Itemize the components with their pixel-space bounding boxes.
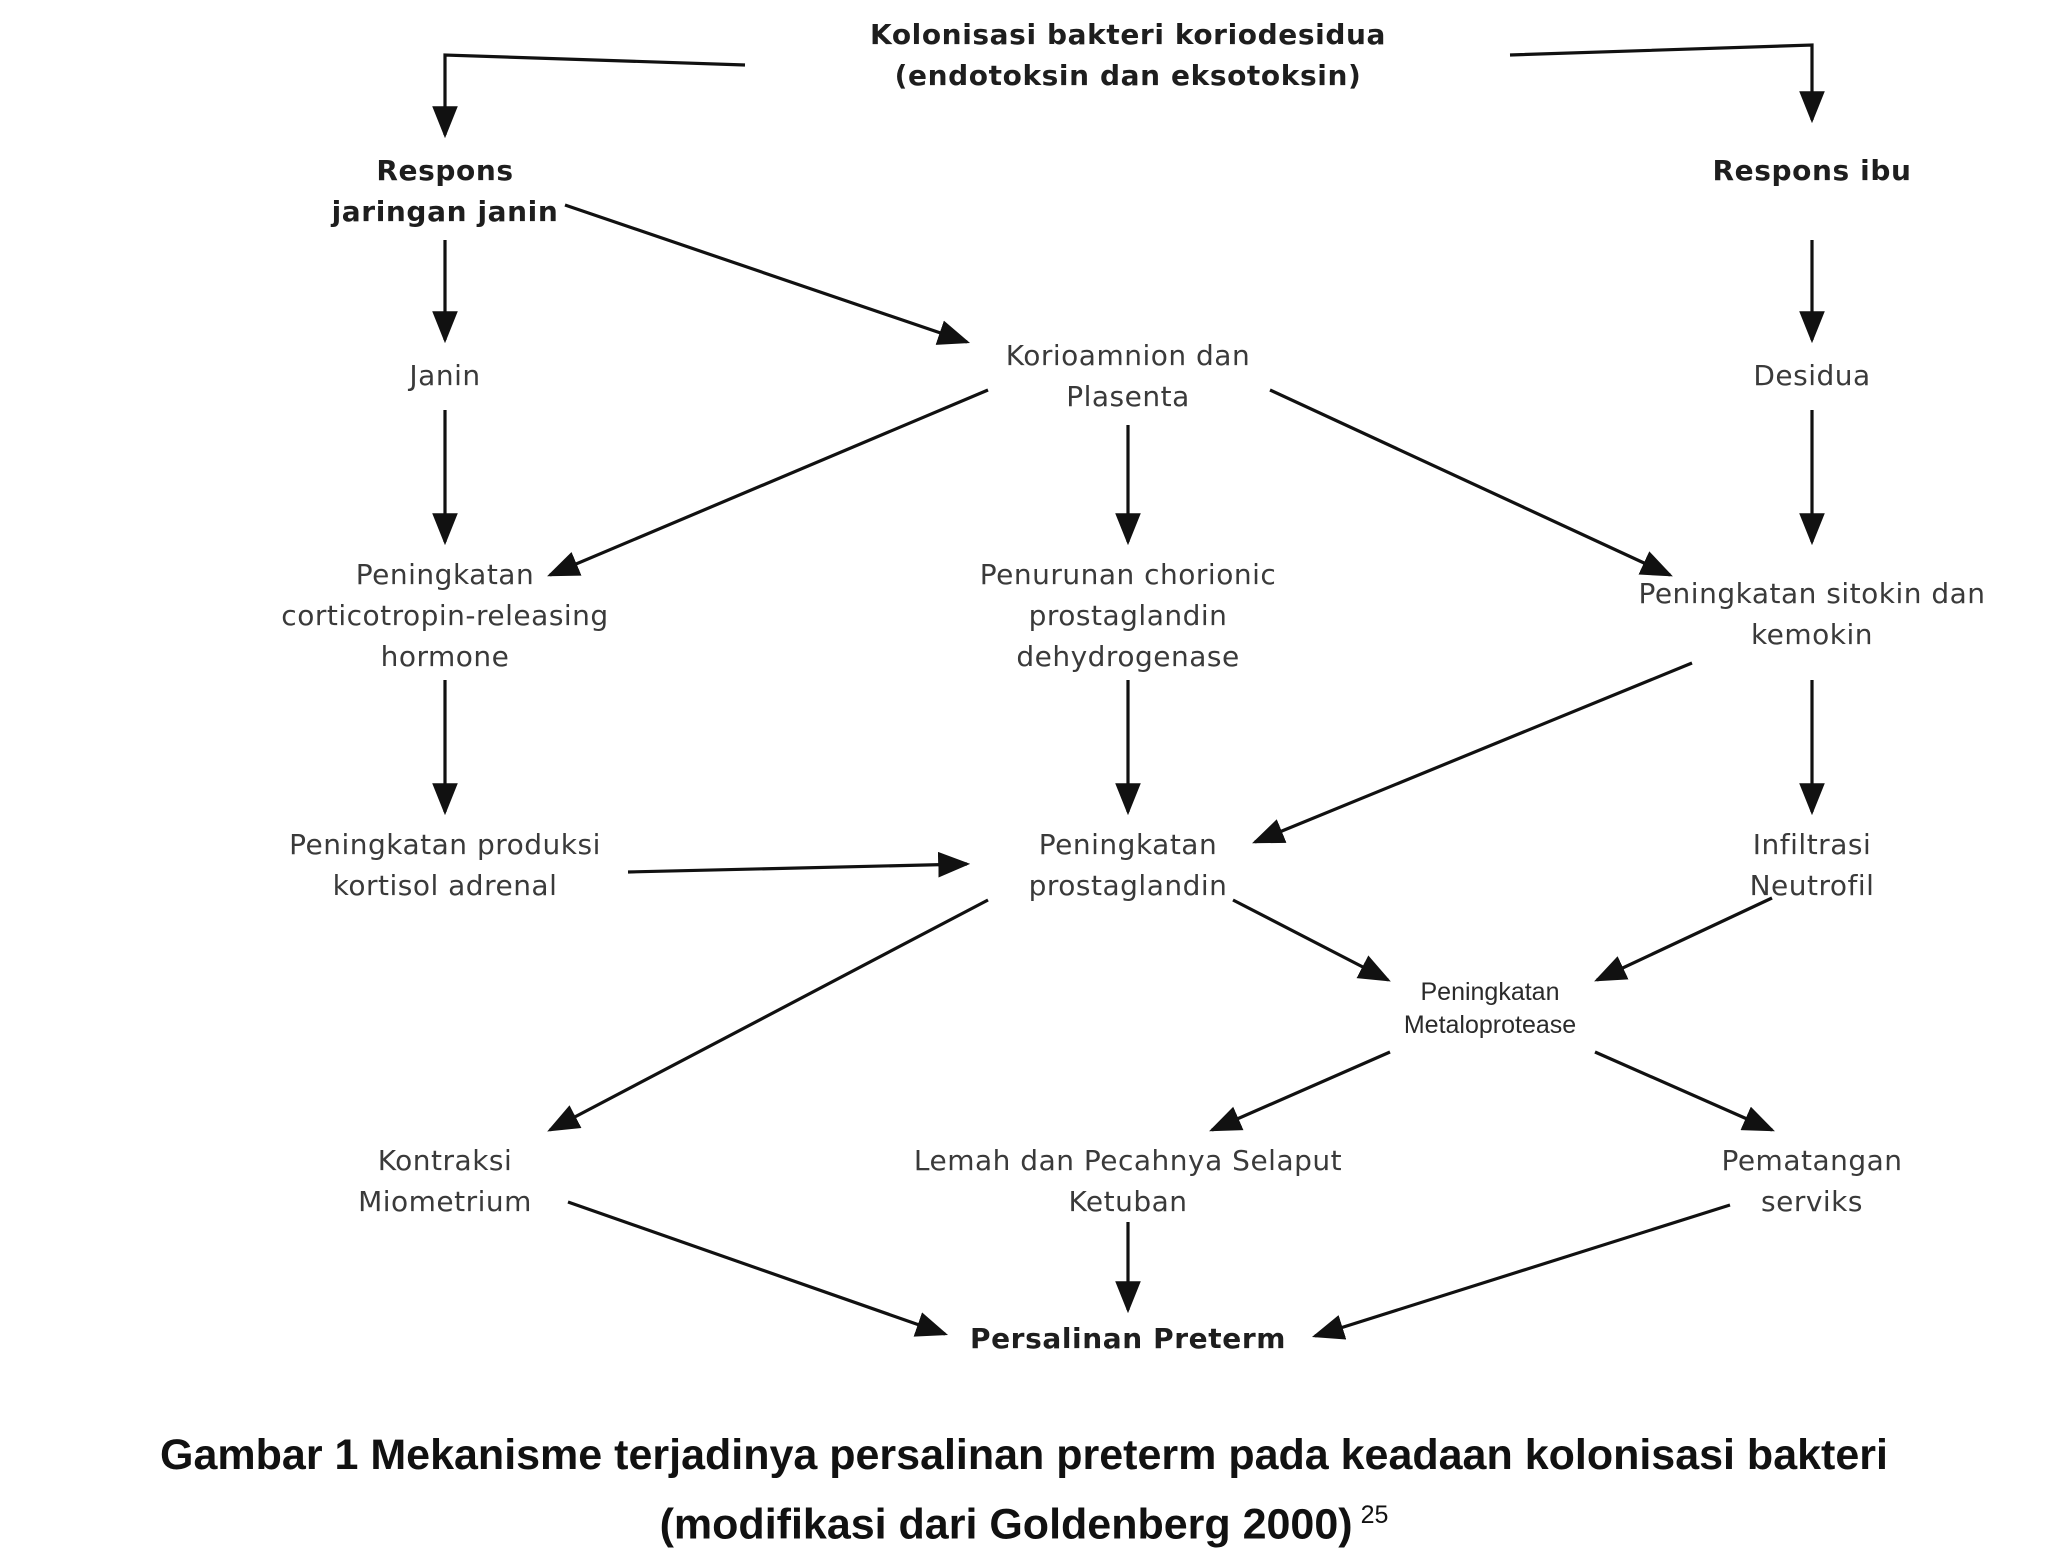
node-pgdh-line1: Penurunan chorionic [979,558,1277,591]
node-myometrium [358,1140,532,1222]
arrow-metalloprotease-to-membranes [1212,1052,1390,1130]
node-crh-line3: hormone [380,640,510,673]
figure-caption-reference: 25 [1360,1501,1389,1529]
node-membranes-line2: Ketuban [1068,1185,1188,1218]
node-membranes [914,1140,1342,1222]
node-chorioamnion-line2: Plasenta [1066,380,1190,413]
node-colonization-line2: (endotoksin dan eksotoksin) [894,59,1362,92]
node-crh-line1: Peningkatan [355,558,535,591]
figure-caption-source: (modifikasi dari Goldenberg 2000) [659,1500,1353,1549]
node-preterm [970,1318,1286,1359]
arrow-cortisol-to-prostaglandin [628,864,967,872]
node-neutrophil-line2: Neutrofil [1749,869,1875,902]
arrow-chorioamnion-to-cytokines [1270,390,1670,575]
figure-caption-line2 [0,1485,2048,1554]
node-maternal-response [1712,150,1911,191]
node-maternal-response-line1: Respons ibu [1712,154,1912,187]
node-myometrium-line2: Miometrium [358,1185,532,1218]
node-prostaglandin [1029,824,1228,906]
node-fetus-line1: Janin [409,359,481,392]
arrow-colonization-to-fetal-response [445,55,745,135]
node-pgdh [980,554,1277,677]
node-fetal-response [332,150,559,232]
node-cortisol-line1: Peningkatan produksi [289,828,601,861]
node-prostaglandin-line2: prostaglandin [1028,869,1228,902]
node-cervix-line2: serviks [1761,1185,1863,1218]
node-crh-line2: corticotropin-releasing [281,599,609,632]
arrow-metalloprotease-to-cervix [1595,1052,1772,1130]
arrow-colonization-to-maternal-response [1510,45,1812,120]
arrow-prostaglandin-to-myometrium [550,900,988,1130]
node-chorioamnion [1006,335,1250,417]
node-colonization-line1: Kolonisasi bakteri koriodesidua [870,18,1386,51]
node-pgdh-line3: dehydrogenase [1016,640,1240,673]
node-neutrophil-line1: Infiltrasi [1752,828,1872,861]
node-chorioamnion-line1: Korioamnion dan [1005,339,1251,372]
node-membranes-line1: Lemah dan Pecahnya Selaput [913,1144,1343,1177]
node-cervix [1721,1140,1902,1222]
node-colonization [870,14,1386,96]
node-fetus [409,355,480,396]
node-cytokines [1638,573,1985,655]
figure-caption-line1: Gambar 1 Mekanisme terjadinya persalinan preterm pada keadaan kolonisasi bakteri [160,1431,1888,1479]
node-fetal-response-line1: Respons [376,154,514,187]
node-myometrium-line1: Kontraksi [377,1144,513,1177]
arrow-neutrophil-to-metalloprotease [1597,898,1772,980]
node-prostaglandin-line1: Peningkatan [1038,828,1218,861]
arrow-prostaglandin-to-metalloprotease [1233,900,1388,980]
node-cortisol-line2: kortisol adrenal [332,869,558,902]
node-pgdh-line2: prostaglandin [1028,599,1228,632]
figure-caption [0,1425,2048,1554]
node-metalloprotease-line1: Peningkatan [1420,978,1560,1006]
node-crh [281,554,608,677]
arrow-cervix-to-preterm [1315,1205,1730,1336]
arrow-fetal-response-to-chorioamnion [565,205,967,342]
node-decidua-line1: Desidua [1753,359,1871,392]
node-cortisol [289,824,601,906]
arrow-cytokines-to-prostaglandin [1255,663,1692,842]
node-cytokines-line2: kemokin [1750,618,1874,651]
node-decidua [1753,355,1870,396]
node-cervix-line1: Pematangan [1721,1144,1903,1177]
arrow-myometrium-to-preterm [568,1202,945,1334]
node-metalloprotease-line2: Metaloprotease [1403,1011,1577,1039]
arrow-chorioamnion-to-crh [550,390,988,575]
node-preterm-line1: Persalinan Preterm [969,1322,1287,1355]
node-fetal-response-line2: jaringan janin [331,195,559,228]
node-metalloprotease [1404,976,1576,1042]
node-cytokines-line1: Peningkatan sitokin dan [1638,577,1986,610]
node-neutrophil [1750,824,1875,906]
